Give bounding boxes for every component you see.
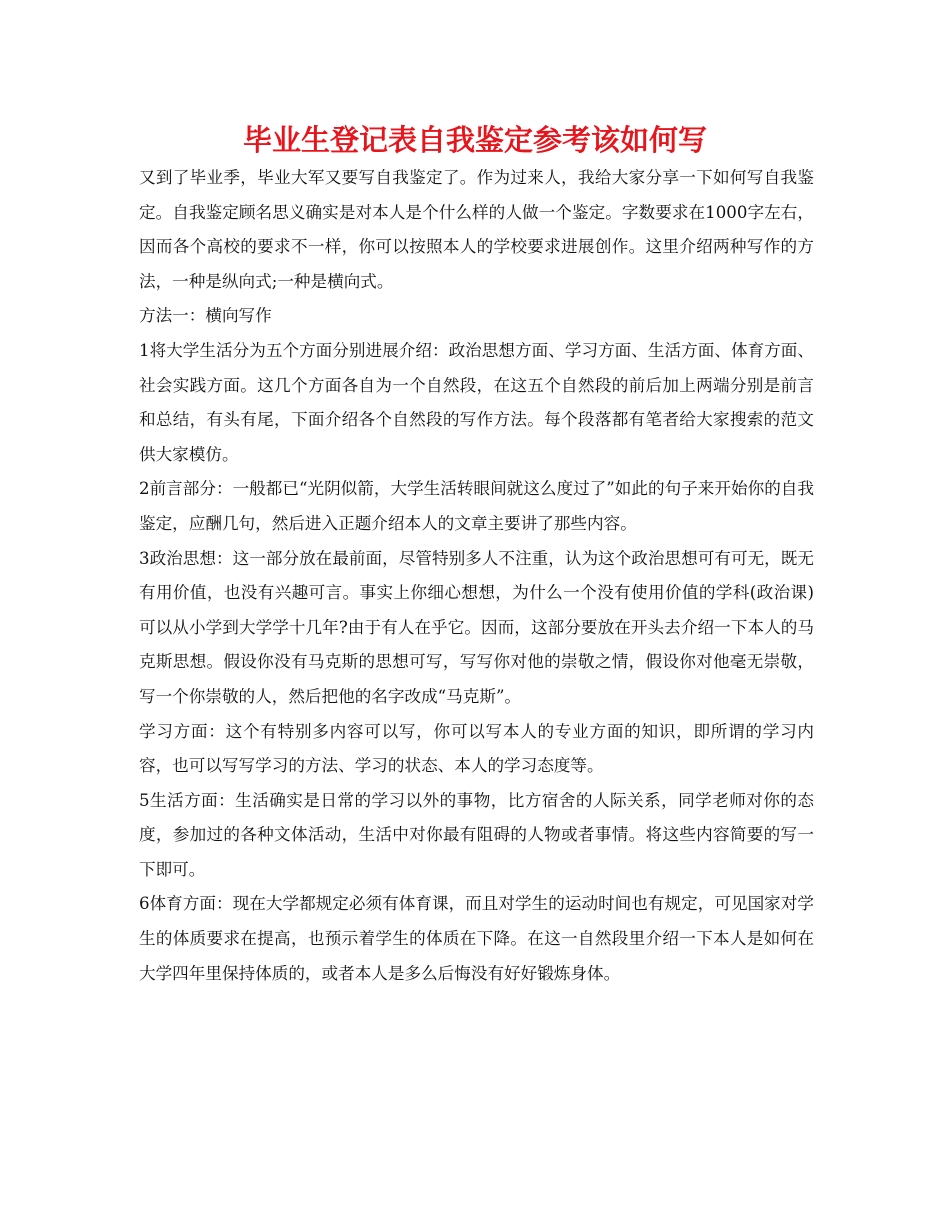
document-title: 毕业生登记表自我鉴定参考该如何写 [242,123,707,157]
document-body [139,161,814,991]
paragraph-3-politics: 3政治思想：这一部分放在最前面，尽管特别多人不注重，认为这个政治思想可有可无，既无有用价值，也没有兴趣可言。事实上你细心想想，为什么一个没有使用价值的学科(政治课)可以从小学到大学学十几年?由于有人在乎它。因而，这部分要放在开头去介绍一下本人的马克斯思想。假设你没有马克斯的思想可写，写写你对他的崇敬之情，假设你对他毫无崇敬，写一个你崇敬的人，然后把他的名字改成“马克斯”。 [139,548,814,706]
paragraph-2-preface: 2前言部分：一般都已“光阴似箭，大学生活转眼间就这么度过了”如此的句子来开始你的自我鉴定，应酬几句，然后进入正题介绍本人的文章主要讲了那些内容。 [139,479,814,533]
paragraph-study: 学习方面：这个有特别多内容可以写，你可以写本人的专业方面的知识，即所谓的学习内容，也可以写写学习的方法、学习的状态、本人的学习态度等。 [139,721,814,776]
paragraph-5-life: 5生活方面：生活确实是日常的学习以外的事物，比方宿舍的人际关系，同学老师对你的态度，参加过的各种文体活动，生活中对你最有阻碍的人物或者事情。将这些内容简要的写一下即可。 [139,790,814,879]
method-heading: 方法一：横向写作 [139,306,272,326]
paragraph-1-overview: 1将大学生活分为五个方面分别进展介绍：政治思想方面、学习方面、生活方面、体育方面、社会实践方面。这几个方面各自为一个自然段，在这五个自然段的前后加上两端分别是前言和总结，有头有尾，下面介绍各个自然段的写作方法。每个段落都有笔者给大家搜索的范文供大家模仿。 [139,340,814,464]
paragraph-6-sports: 6体育方面：现在大学都规定必须有体育课，而且对学生的运动时间也有规定，可见国家对学生的体质要求在提高，也预示着学生的体质在下降。在这一自然段里介绍一下本人是如何在大学四年里保持体质的，或者本人是多么后悔没有好好锻炼身体。 [139,894,814,983]
intro-paragraph: 又到了毕业季，毕业大军又要写自我鉴定了。作为过来人，我给大家分享一下如何写自我鉴定。自我鉴定顾名思义确实是对本人是个什么样的人做一个鉴定。字数要求在1000字左右，因而各个高校的要求不一样，你可以按照本人的学校要求进展创作。这里介绍两种写作的方法，一种是纵向式;一种是横向式。 [139,168,814,291]
